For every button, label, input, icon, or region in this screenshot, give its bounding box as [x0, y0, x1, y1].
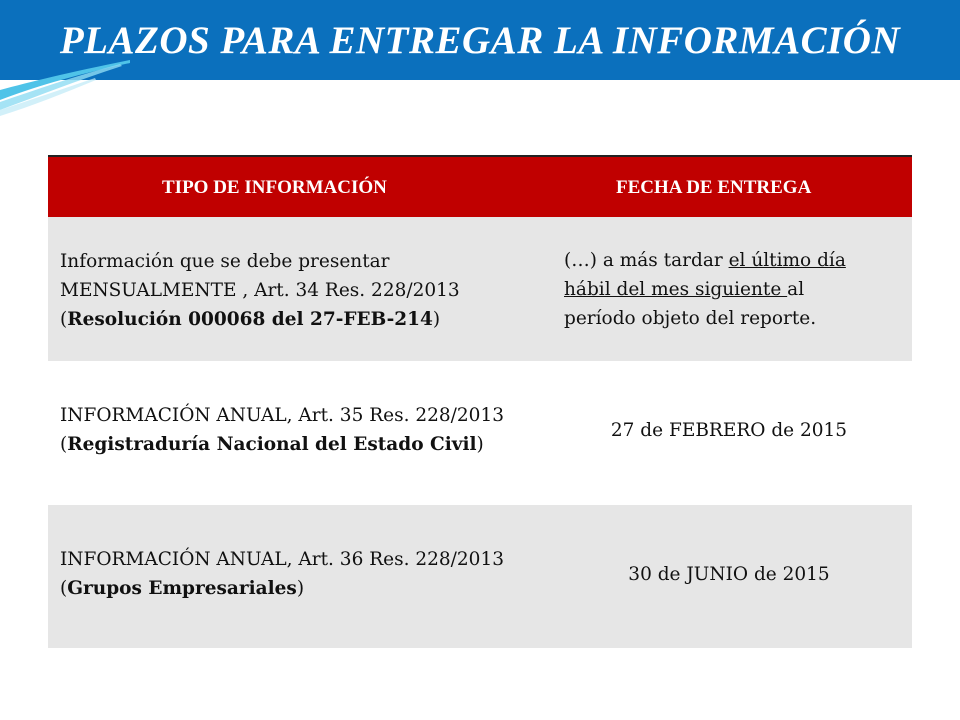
tipo-reference-bold: Resolución 000068 del 27-FEB-214 [67, 309, 433, 330]
tipo-line: INFORMACIÓN ANUAL, Art. 35 Res. 228/2013 [60, 405, 504, 426]
page-title: PLAZOS PARA ENTREGAR LA INFORMACIÓN [59, 19, 901, 62]
tipo-reference-bold: Grupos Empresariales [67, 578, 297, 599]
fecha-underlined: hábil del mes siguiente [564, 279, 788, 300]
table-row [48, 361, 912, 505]
tipo-reference: (Grupos Empresariales) [60, 578, 305, 599]
table-row [48, 217, 912, 361]
tipo-informacion-cell [60, 247, 560, 334]
fecha-text: al [787, 279, 805, 300]
fecha-text: período objeto del reporte. [564, 308, 817, 329]
fecha-entrega-cell: 30 de JUNIO de 2015 [628, 564, 830, 585]
table-header [48, 157, 912, 217]
fecha-entrega-cell: 27 de FEBRERO de 2015 [610, 420, 848, 441]
tipo-informacion-cell [60, 545, 560, 603]
decorative-swoosh [0, 60, 130, 120]
tipo-reference: (Registraduría Nacional del Estado Civil) [60, 434, 484, 455]
tipo-reference: (Resolución 000068 del 27-FEB-214) [60, 309, 441, 330]
fecha-underlined: el último día [728, 250, 846, 271]
tipo-reference-bold: Registraduría Nacional del Estado Civil [67, 434, 477, 455]
header-fecha-entrega: FECHA DE ENTREGA [616, 177, 812, 198]
deadlines-table [48, 155, 912, 648]
fecha-text: (…) a más tardar [564, 250, 729, 271]
table-row [48, 505, 912, 648]
fecha-entrega-cell [564, 246, 904, 333]
tipo-line: INFORMACIÓN ANUAL, Art. 36 Res. 228/2013 [60, 549, 504, 570]
tipo-line: Información que se debe presentar [60, 251, 390, 272]
tipo-informacion-cell [60, 401, 560, 459]
tipo-line: MENSUALMENTE , Art. 34 Res. 228/2013 [60, 280, 460, 301]
header-tipo-informacion: TIPO DE INFORMACIÓN [162, 177, 387, 198]
